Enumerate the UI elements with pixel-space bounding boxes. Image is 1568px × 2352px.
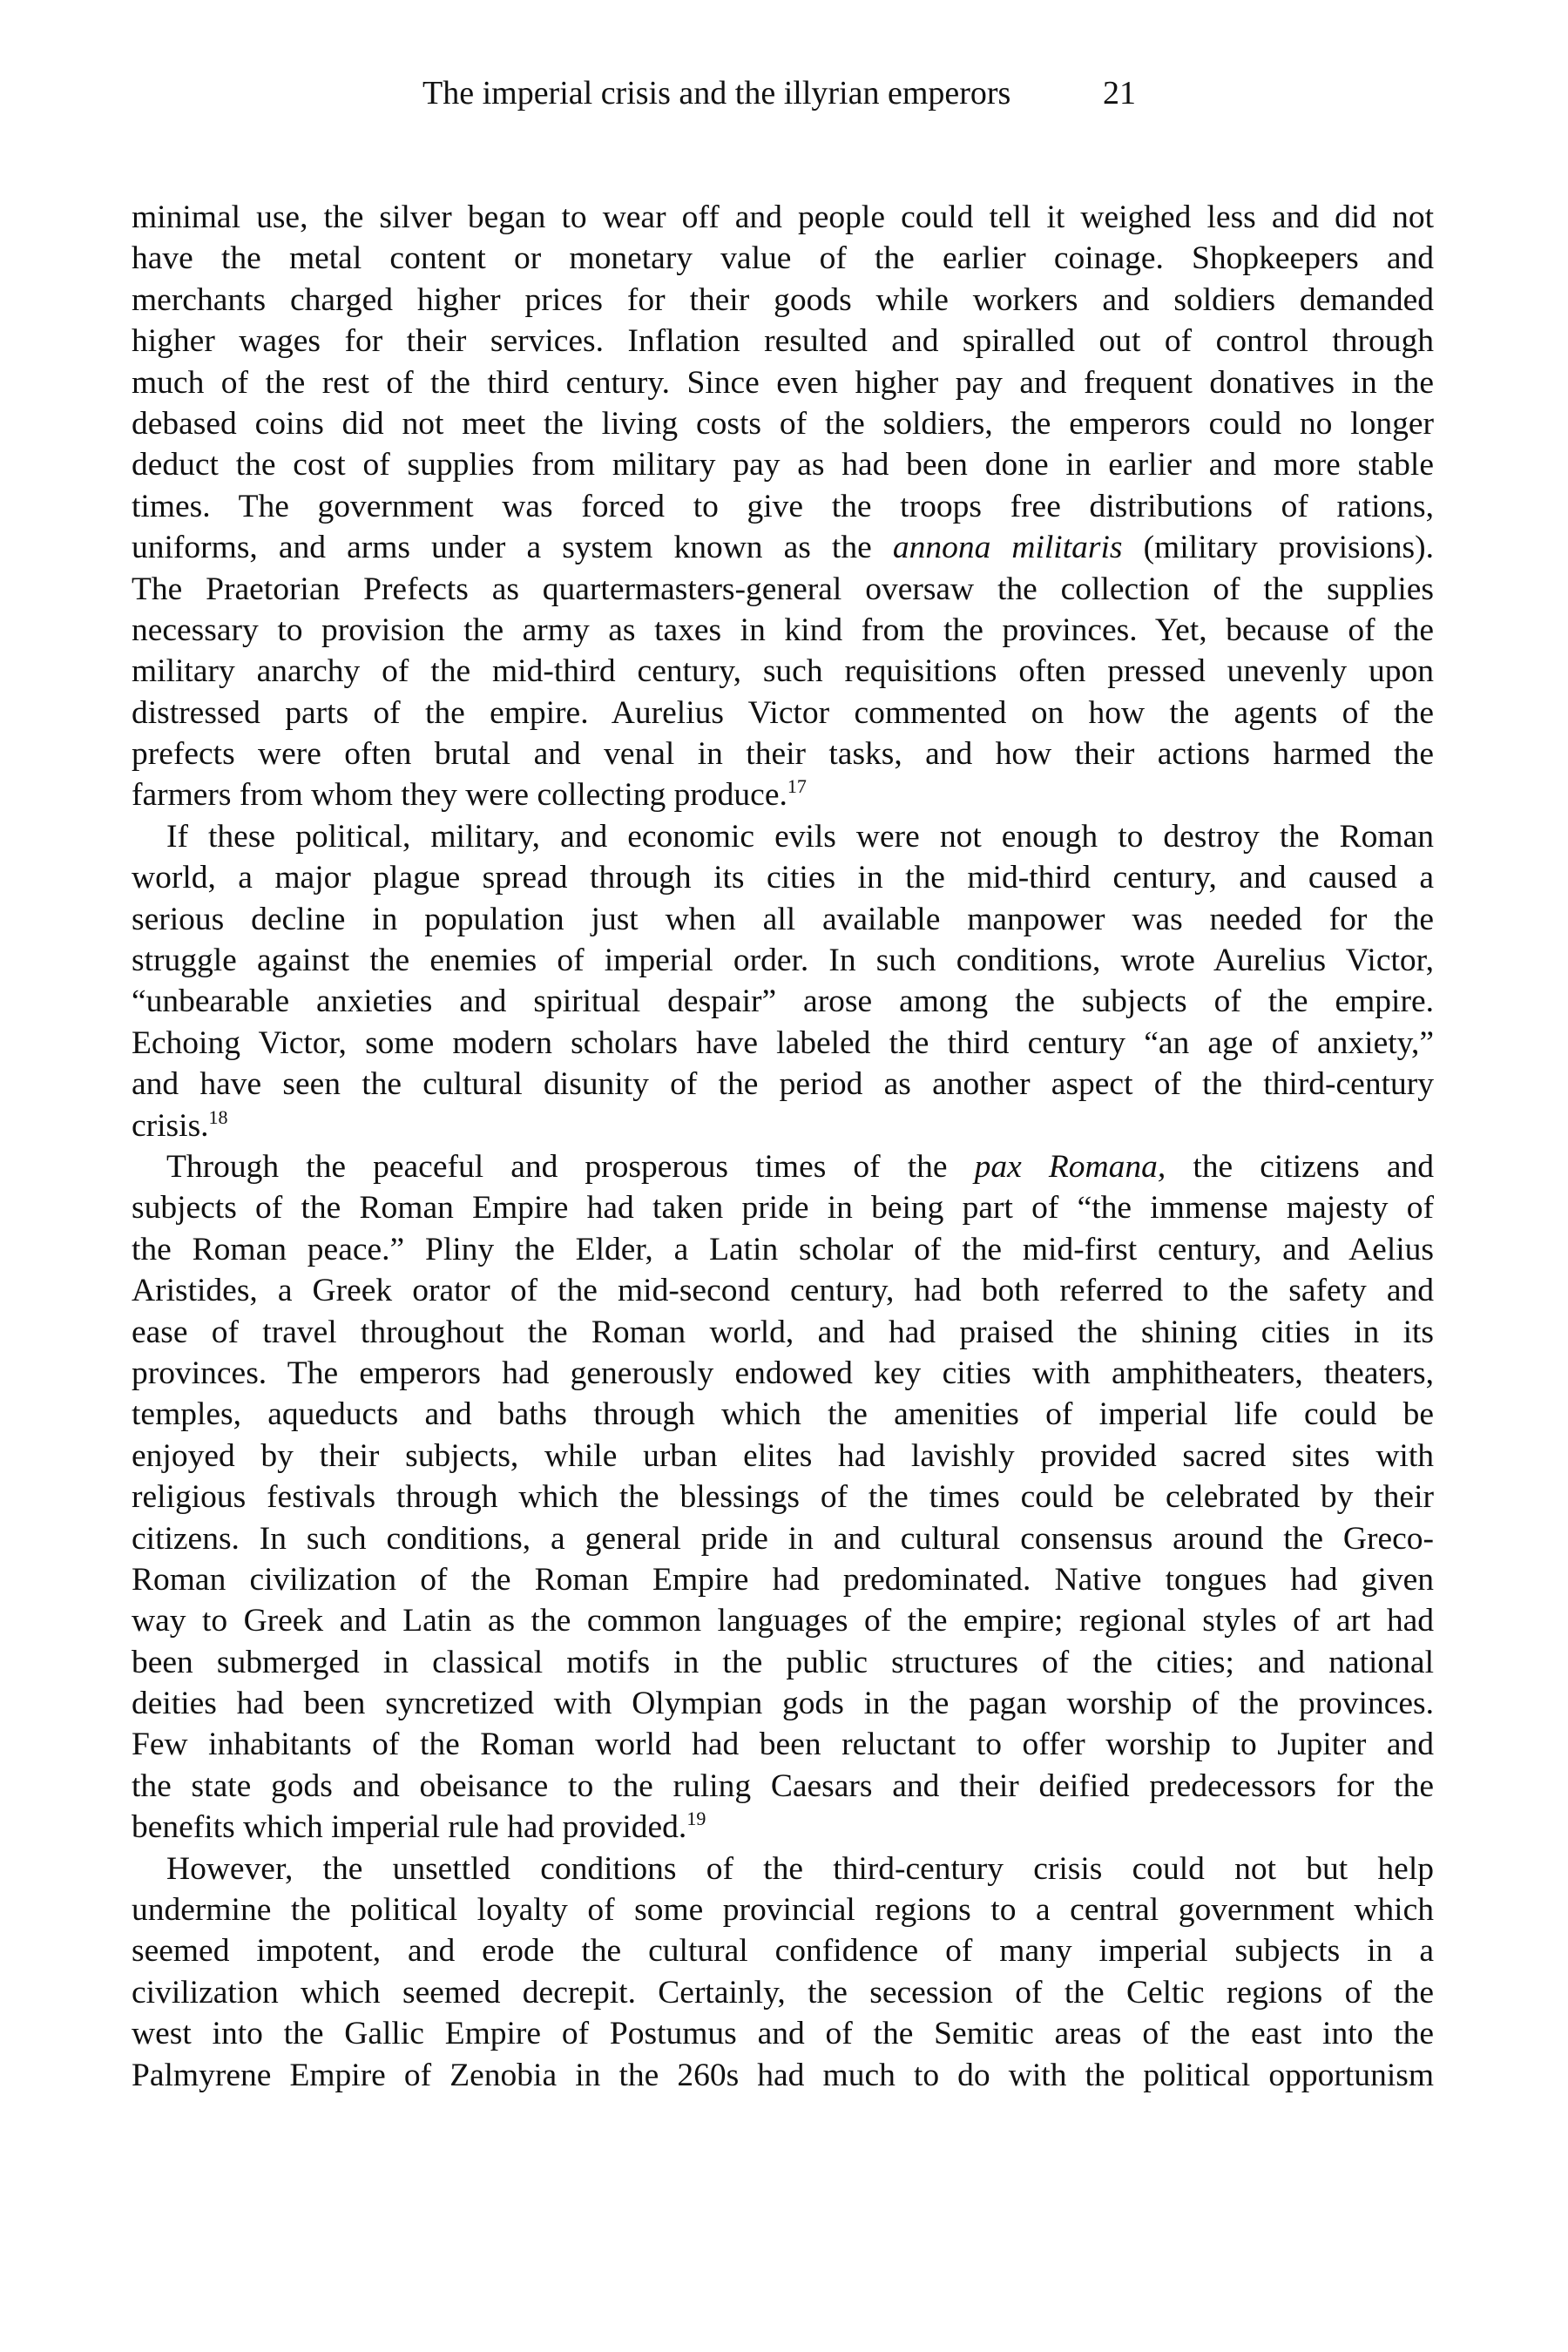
text-line [132,238,1434,279]
text-line [132,693,1434,733]
italic-text: pax Romana, [974,1148,1166,1185]
text-segment: provinces. The emperors had generously endowed key cities with amphitheaters, theaters, [132,1355,1434,1391]
text-segment: If these political, military, and economic evils were not enough to destroy the Roman [166,818,1434,855]
text-line [132,569,1434,610]
text-line [132,899,1434,940]
text-segment: west into the Gallic Empire of Postumus and of the Semitic areas of the east into the [132,2016,1434,2052]
text-segment: Echoing Victor, some modern scholars have labeled the third century “an age of anxiety,” [132,1024,1434,1061]
text-line [132,1187,1434,1228]
page-number: 21 [1103,75,1136,112]
text-segment: the state gods and obeisance to the ruling Caesars and their deified predecessors for the [132,1767,1434,1804]
text-line [132,1270,1434,1311]
text-line [132,403,1434,444]
text-segment: Aristides, a Greek orator of the mid-second century, had both referred to the safety and [132,1273,1434,1309]
text-segment: Roman civilization of the Roman Empire had predominated. Native tongues had given [132,1561,1434,1598]
text-line [132,280,1434,321]
text-line [132,940,1434,981]
text-segment: military anarchy of the mid-third century, such requisitions often pressed unevenly upon [132,653,1434,690]
text-segment: debased coins did not meet the living costs of the soldiers, the emperors could no longer [132,405,1434,442]
text-line [132,1600,1434,1641]
text-line [132,486,1434,527]
text-segment: deduct the cost of supplies from military pay as had been done in earlier and more stable [132,447,1434,483]
paragraph [132,197,1434,816]
text-line [132,733,1434,774]
text-line [132,610,1434,651]
text-segment: Through the peaceful and prosperous times of the [166,1148,975,1185]
text-line [132,1683,1434,1724]
text-segment: “unbearable anxieties and spiritual despair” arose among the subjects of the empire. [132,983,1434,1020]
text-segment: (military provisions). [1122,530,1434,566]
text-segment: The Praetorian Prefects as quartermasters-general oversaw the collection of the supplies [132,571,1434,607]
text-line [132,1394,1434,1435]
text-line [132,774,1434,815]
text-segment: distressed parts of the empire. Aurelius Victor commented on how the agents of the [132,694,1434,731]
text-line [132,444,1434,485]
text-segment: However, the unsettled conditions of the third-century crisis could not but help [166,1850,1434,1887]
text-line [132,197,1434,238]
text-line [132,1023,1434,1064]
text-line [132,1559,1434,1600]
text-line [132,1930,1434,1971]
text-segment: ease of travel throughout the Roman world, and had praised the shining cities in its [132,1314,1434,1350]
text-line [132,1064,1434,1105]
text-line [132,1724,1434,1765]
text-line [132,1848,1434,1889]
text-segment: farmers from whom they were collecting produce. [132,777,787,814]
text-line [132,1146,1434,1187]
paragraph [132,1146,1434,1848]
text-segment: necessary to provision the army as taxes in kind from the provinces. Yet, because of the [132,612,1434,648]
footnote-ref: 17 [787,775,807,798]
text-line [132,651,1434,692]
text-segment: deities had been syncretized with Olympian gods in the pagan worship of the provinces. [132,1686,1434,1722]
text-segment: minimal use, the silver began to wear off and people could tell it weighed less and did not [132,199,1434,235]
text-line [132,1642,1434,1683]
text-segment: serious decline in population just when all available manpower was needed for the [132,901,1434,937]
text-segment: way to Greek and Latin as the common languages of the empire; regional styles of art had [132,1603,1434,1639]
text-segment: religious festivals through which the blessings of the times could be celebrated by their [132,1479,1434,1516]
text-segment: prefects were often brutal and venal in their tasks, and how their actions harmed the [132,736,1434,773]
text-segment: the citizens and [1166,1148,1435,1185]
text-segment: world, a major plague spread through its cities in the mid-third century, and caused a [132,860,1434,896]
text-segment: much of the rest of the third century. Since even higher pay and frequent donatives in the [132,364,1434,401]
text-segment: higher wages for their services. Inflation resulted and spiralled out of control through [132,323,1434,360]
text-line [132,1477,1434,1517]
text-line [132,1889,1434,1930]
paragraph [132,1848,1434,2096]
text-line [132,1105,1434,1146]
text-segment: crisis. [132,1107,209,1144]
text-segment: and have seen the cultural disunity of the period as another aspect of the third-century [132,1066,1434,1103]
text-segment: benefits which imperial rule had provided. [132,1809,687,1846]
text-line [132,1807,1434,1848]
text-segment: seemed impotent, and erode the cultural confidence of many imperial subjects in a [132,1933,1434,1970]
text-segment: have the metal content or monetary value of the earlier coinage. Shopkeepers and [132,240,1434,277]
text-segment: uniforms, and arms under a system known as the [132,530,893,566]
text-segment: undermine the political loyalty of some provincial regions to a central government which [132,1892,1434,1929]
text-line [132,2055,1434,2096]
text-segment: Few inhabitants of the Roman world had been reluctant to offer worship to Jupiter and [132,1727,1434,1763]
text-line [132,2013,1434,2054]
text-line [132,1436,1434,1477]
footnote-ref: 18 [208,1105,228,1128]
text-segment: been submerged in classical motifs in the public structures of the cities; and national [132,1644,1434,1680]
text-line [132,857,1434,898]
italic-text: annona militaris [892,530,1123,566]
text-segment: subjects of the Roman Empire had taken pride in being part of “the immense majesty of [132,1190,1434,1227]
text-line [132,981,1434,1022]
text-line [132,1972,1434,2013]
text-line [132,1766,1434,1807]
text-segment: merchants charged higher prices for their goods while workers and soldiers demanded [132,281,1434,318]
text-line [132,527,1434,568]
text-line [132,362,1434,403]
text-line [132,1518,1434,1559]
body-text [132,197,1434,2096]
text-line [132,816,1434,857]
text-line [132,1353,1434,1394]
text-line [132,321,1434,362]
text-line [132,1312,1434,1353]
text-line [132,1229,1434,1270]
footnote-ref: 19 [686,1808,706,1830]
text-segment: citizens. In such conditions, a general pride in and cultural consensus around the Greco- [132,1520,1434,1557]
paragraph [132,816,1434,1146]
text-segment: enjoyed by their subjects, while urban elites had lavishly provided sacred sites with [132,1437,1434,1474]
text-segment: temples, aqueducts and baths through which the amenities of imperial life could be [132,1396,1434,1433]
text-segment: civilization which seemed decrepit. Certainly, the secession of the Celtic regions of the [132,1974,1434,2011]
text-segment: the Roman peace.” Pliny the Elder, a Latin scholar of the mid-first century, and Aelius [132,1231,1434,1267]
text-segment: Palmyrene Empire of Zenobia in the 260s had much to do with the political opportunism [132,2057,1434,2093]
text-segment: times. The government was forced to give the troops free distributions of rations, [132,488,1434,524]
running-head-title: The imperial crisis and the illyrian emperors [422,75,1011,112]
text-segment: struggle against the enemies of imperial order. In such conditions, wrote Aurelius Victor, [132,943,1434,979]
